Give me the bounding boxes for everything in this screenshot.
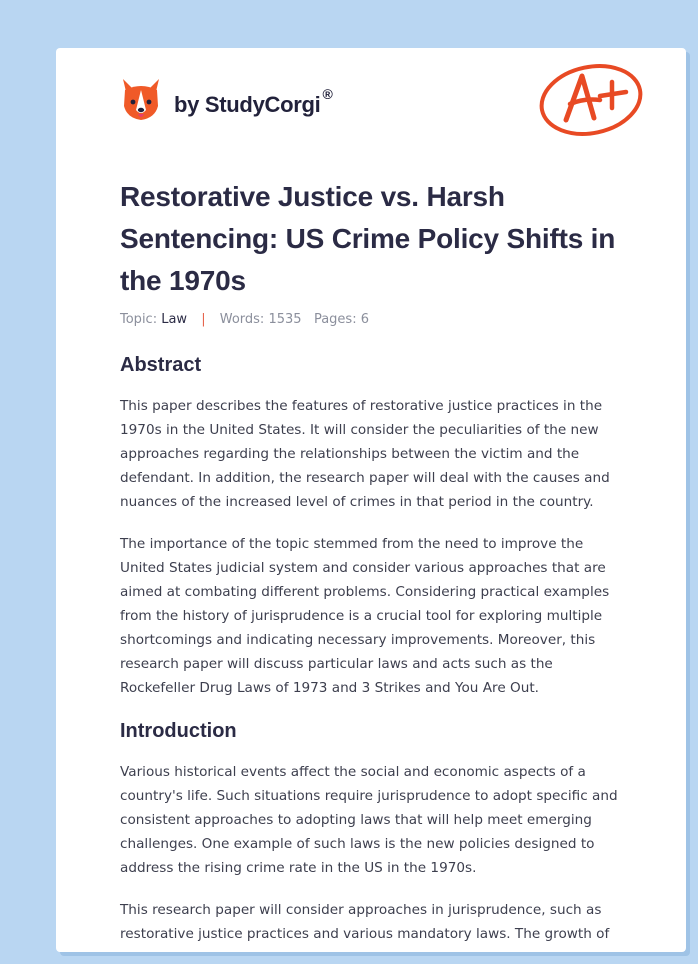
document-meta — [120, 312, 369, 327]
pages-count: 6 — [360, 312, 369, 327]
a-plus-grade-icon — [536, 60, 648, 140]
brand-name[interactable] — [174, 86, 333, 118]
document-page — [56, 48, 686, 952]
topic-label: Topic: — [120, 312, 158, 327]
introduction-paragraph: Various historical events affect the social and economic aspects of a country's life. Such situations require jurisprudence to adopt specific and consistent approaches to adopting laws that will help meet emerging challenges. One example of such laws is the new policies designed to address the rising crime rate in the US in the 1970s. — [120, 764, 618, 876]
corgi-logo-icon[interactable] — [120, 76, 162, 122]
brand-text: by StudyCorgi — [174, 92, 321, 117]
words-count: 1535 — [268, 312, 302, 327]
introduction-paragraph: This research paper will consider approaches in jurisprudence, such as restorative justice practices and various mandatory laws. The growth of — [120, 902, 610, 942]
document-body — [120, 352, 632, 952]
registered-mark: ® — [322, 86, 333, 102]
pages-label: Pages: — [313, 312, 357, 327]
words-label: Words: — [219, 312, 265, 327]
abstract-paragraph: The importance of the topic stemmed from the need to improve the United States judicial system and consider various approaches that are aimed at combating different problems. Considering practical examples from the history of jurisprudence is a crucial tool for exploring multiple shortcomings and indicating necessary improvements. Moreover, this research paper will discuss particular laws and acts such as the Rockefeller Drug Laws of 1973 and 3 Strikes and You Are Out. — [120, 536, 610, 696]
meta-separator: | — [201, 312, 206, 327]
abstract-paragraph: This paper describes the features of restorative justice practices in the 1970s in the United States. It will consider the peculiarities of the new approaches regarding the relationships between the victim and the defendant. In addition, the research paper will deal with the causes and nuances of the increased level of crimes in that period in the country. — [120, 398, 610, 510]
section-heading-abstract: Abstract — [120, 354, 202, 376]
document-title: Restorative Justice vs. Harsh Sentencing: US Crime Policy Shifts in the 1970s — [120, 181, 616, 296]
section-heading-introduction: Introduction — [120, 720, 237, 742]
topic-link[interactable]: Law — [161, 312, 188, 327]
